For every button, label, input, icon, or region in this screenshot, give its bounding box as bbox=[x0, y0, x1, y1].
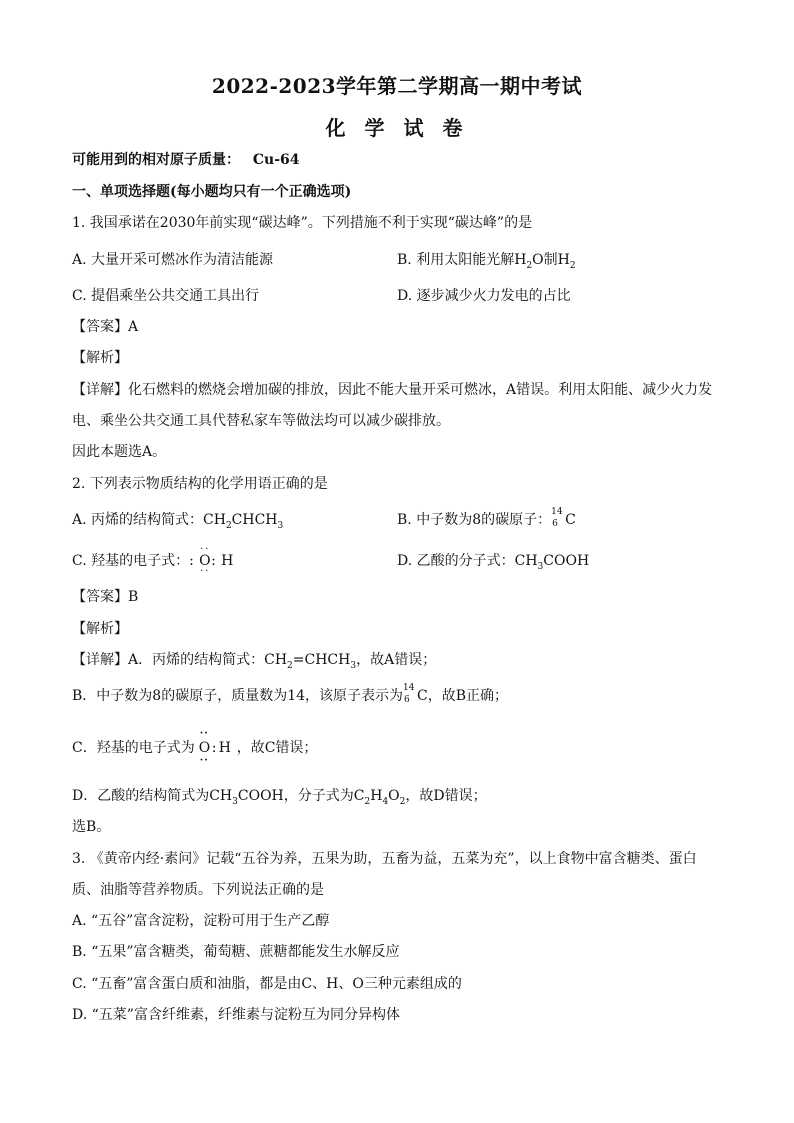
isotope-c14-detail: 14 6 bbox=[403, 683, 415, 705]
q1-option-b-text: B. 利用太阳能光解 bbox=[397, 252, 515, 268]
q2-option-a: A. 丙烯的结构简式：$CH_2CHCH_3$ bbox=[72, 512, 284, 531]
atomic-mass-value: Cu-64 bbox=[252, 152, 300, 168]
exam-subtitle: 化 学 试 卷 bbox=[325, 116, 469, 140]
q1-conclusion: 因此本题选A。 bbox=[72, 444, 167, 460]
q3-option-a: A. “五谷”富含淀粉，淀粉可用于生产乙醇 bbox=[72, 913, 330, 929]
q1-answer: 【答案】A bbox=[72, 319, 139, 335]
q2-detail-b: B．中子数为8的碳原子，质量数为14，该原子表示为 14 6 C，故B正确； bbox=[72, 683, 509, 705]
hydroxyl-electron-formula-detail: ·· O : H ·· bbox=[198, 728, 231, 766]
section-title: 一、单项选择题(每小题均只有一个正确选项) bbox=[72, 184, 352, 200]
q3-stem-2: 质、油脂等营养物质。下列说法正确的是 bbox=[72, 882, 324, 898]
q2-option-d: D. 乙酸的分子式：$CH_3COOH$ bbox=[397, 553, 590, 572]
q3-option-b: B. “五果”富含糖类，葡萄糖、蔗糖都能发生水解反应 bbox=[72, 944, 400, 960]
atomic-mass-label: 可能用到的相对原子质量： bbox=[72, 152, 240, 168]
formula-h2: $H_2$ bbox=[557, 252, 576, 271]
q2-detail-d: D．乙酸的结构简式为$CH_3COOH$，分子式为$C_2H_4O_2$，故D错误； bbox=[72, 788, 487, 807]
q2-answer: 【答案】B bbox=[72, 589, 139, 605]
q1-option-c: C. 提倡乘坐公共交通工具出行 bbox=[72, 288, 260, 304]
q1-detail-1: 【详解】化石燃料的燃烧会增加碳的排放，因此不能大量开采可燃冰，A错误。利用太阳能、减少火力发 bbox=[72, 382, 713, 398]
q2-conclusion: 选B。 bbox=[72, 819, 111, 835]
q1-option-d: D. 逐步减少火力发电的占比 bbox=[397, 288, 571, 304]
q1-analysis: 【解析】 bbox=[72, 350, 128, 366]
q3-stem-1: 3. 《黄帝内经·素问》记载“五谷为养，五果为助，五畜为益，五菜为充”，以上食物中富含糖类、蛋白 bbox=[72, 851, 697, 867]
q2-analysis: 【解析】 bbox=[72, 621, 128, 637]
q2-detail-a: 【详解】A．丙烯的结构简式：$CH_2=CHCH_3$，故A错误； bbox=[72, 652, 437, 671]
isotope-c14: 14 6 bbox=[551, 507, 563, 529]
q1-stem: 1. 我国承诺在2030年前实现“碳达峰”。下列措施不利于实现“碳达峰”的是 bbox=[72, 215, 533, 231]
exam-title: 2022-2023学年第二学期高一期中考试 bbox=[211, 74, 583, 98]
atomic-mass-line bbox=[72, 150, 300, 170]
hydroxyl-electron-formula: ·· : O : H ·· bbox=[189, 544, 234, 577]
q3-option-d: D. “五菜”富含纤维素，纤维素与淀粉互为同分异构体 bbox=[72, 1007, 400, 1023]
q3-option-c: C. “五畜”富含蛋白质和油脂，都是由C、H、O三种元素组成的 bbox=[72, 976, 462, 992]
q2-stem: 2. 下列表示物质结构的化学用语正确的是 bbox=[72, 476, 328, 492]
q1-option-b: B. 利用太阳能光解$H_2O$制$H_2$ bbox=[397, 252, 576, 271]
q2-option-c: C. 羟基的电子式： ·· : O : H ·· bbox=[72, 551, 237, 571]
q1-option-a: A. 大量开采可燃冰作为清洁能源 bbox=[72, 252, 274, 268]
q1-detail-2: 电、乘坐公共交通工具代替私家车等做法均可以减少碳排放。 bbox=[72, 413, 450, 429]
q2-detail-c: C．羟基的电子式为 ·· O : H ·· ，故C错误； bbox=[72, 728, 318, 766]
q2-option-b: B. 中子数为8的碳原子： 14 6 C bbox=[397, 507, 576, 529]
formula-h2o: $H_2O$ bbox=[514, 252, 544, 271]
